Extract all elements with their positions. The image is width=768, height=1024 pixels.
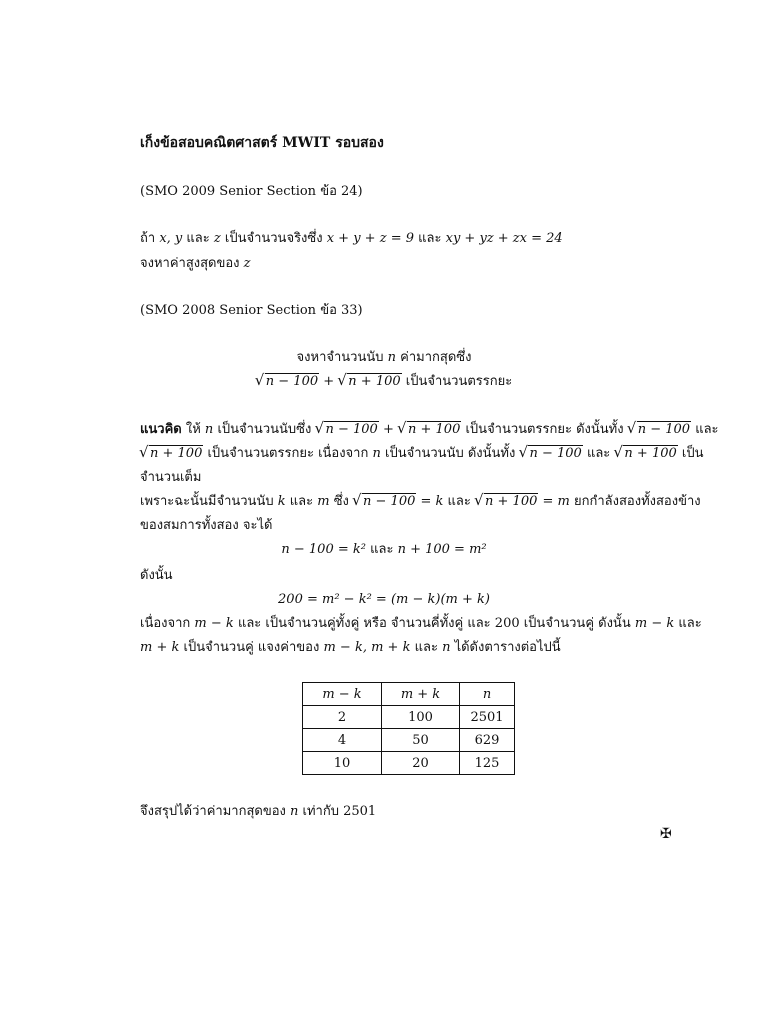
math-z: z xyxy=(213,231,221,246)
sqrt-expression xyxy=(256,372,319,392)
table-row xyxy=(303,752,515,775)
problem2-question-line2 xyxy=(0,372,768,392)
sqrt-expression xyxy=(353,492,416,512)
radicand: n − 100 xyxy=(529,446,582,461)
problem2-source: (SMO 2008 Senior Section ข้อ 33) xyxy=(140,303,363,318)
text: เป็นจำนวนตรรกยะ xyxy=(405,374,513,389)
solution-line7 xyxy=(140,638,561,658)
table-cell: 50 xyxy=(382,729,460,752)
text: จงหาค่าสูงสุดของ xyxy=(140,256,240,271)
math-expression: m + k xyxy=(140,640,180,655)
text: เป็นจำนวนตรรกยะ ดังนั้นทั้ง xyxy=(465,422,624,437)
equation-b xyxy=(0,590,768,610)
math-z: z xyxy=(243,256,251,271)
conclusion xyxy=(140,802,376,822)
text: เนื่องจาก xyxy=(140,616,191,631)
text: และ xyxy=(695,422,719,437)
math-n: n xyxy=(442,640,451,655)
plus-sign: + xyxy=(323,374,335,389)
table-header-cell: m + k xyxy=(382,683,460,706)
table-header-cell: m − k xyxy=(303,683,382,706)
sqrt-expression xyxy=(140,444,203,464)
sqrt-expression xyxy=(338,372,401,392)
values-table xyxy=(302,682,515,775)
solution-line5: ของสมการทั้งสอง จะได้ xyxy=(140,518,273,533)
radicand: n + 100 xyxy=(624,446,677,461)
math-k: k xyxy=(277,494,286,509)
math-n: n xyxy=(290,804,299,819)
math-equation: = k xyxy=(420,494,444,509)
radicand: n − 100 xyxy=(363,494,416,509)
sqrt-expression xyxy=(519,444,582,464)
solution-line6 xyxy=(140,614,702,634)
solution-line4 xyxy=(140,492,701,512)
radicand: n + 100 xyxy=(348,374,401,389)
text: ค่ามากสุดซึ่ง xyxy=(400,350,472,365)
text: ได้ดังตารางต่อไปนี้ xyxy=(454,640,561,655)
math-equation: n − 100 = k² xyxy=(281,542,366,557)
text: และ xyxy=(186,231,210,246)
math-expression: m − k xyxy=(634,616,675,631)
text: และ xyxy=(414,640,438,655)
radicand: n + 100 xyxy=(408,422,461,437)
table-cell: 20 xyxy=(382,752,460,775)
radicand: n + 100 xyxy=(150,446,203,461)
end-of-proof-icon: ✠ xyxy=(660,826,672,842)
math-n: n xyxy=(372,446,381,461)
table-cell: 4 xyxy=(303,729,382,752)
math-n: n xyxy=(204,422,214,437)
table-cell: 100 xyxy=(382,706,460,729)
text: จึงสรุปได้ว่าค่ามากสุดของ xyxy=(140,804,286,819)
text: ซึ่ง xyxy=(333,494,349,509)
text: เป็นจำนวนคู่ แจงค่าของ xyxy=(183,640,320,655)
text: และ xyxy=(370,542,394,557)
text: และ xyxy=(447,494,471,509)
radicand: n − 100 xyxy=(325,422,378,437)
sqrt-expression xyxy=(315,420,378,440)
math-equation: n + 100 = m² xyxy=(397,542,487,557)
text: จงหาจำนวนนับ xyxy=(296,350,384,365)
math-n: n xyxy=(387,350,397,365)
table-cell: 629 xyxy=(460,729,515,752)
sqrt-expression xyxy=(475,492,538,512)
math-equation: xy + yz + zx = 24 xyxy=(445,231,563,246)
solution-line1 xyxy=(140,420,719,440)
equation-a xyxy=(0,540,768,560)
text: ให้ xyxy=(185,422,201,437)
text: เป็นจำนวนนับ ดังนั้นทั้ง xyxy=(385,446,516,461)
table-cell: 2501 xyxy=(460,706,515,729)
math-equation: 200 = m² − k² = (m − k)(m + k) xyxy=(278,592,490,607)
text: และ เป็นจำนวนคู่ทั้งคู่ หรือ จำนวนคี่ทั้งคู่ และ 200 เป็นจำนวนคู่ ดังนั้น xyxy=(237,616,631,631)
text: เป็นจำนวนตรรกยะ เนื่องจาก xyxy=(207,446,369,461)
problem1-line1 xyxy=(140,229,563,249)
table-cell: 125 xyxy=(460,752,515,775)
table-header-cell: n xyxy=(460,683,515,706)
radicand: n − 100 xyxy=(265,374,319,389)
radicand: n − 100 xyxy=(637,422,691,437)
radicand: n + 100 xyxy=(485,494,538,509)
sqrt-expression xyxy=(398,420,461,440)
page-title: เก็งข้อสอบคณิตศาสตร์ MWIT รอบสอง xyxy=(140,135,384,151)
text: เท่ากับ 2501 xyxy=(302,804,377,819)
text: เป็น xyxy=(681,446,704,461)
problem1-source: (SMO 2009 Senior Section ข้อ 24) xyxy=(140,184,363,199)
text: และ xyxy=(586,446,611,461)
problem1-line2 xyxy=(140,254,251,274)
math-expression: m − k, m + k xyxy=(323,640,411,655)
therefore-text: ดังนั้น xyxy=(140,568,173,583)
solution-line3: จำนวนเต็ม xyxy=(140,470,202,485)
math-m: m xyxy=(317,494,330,509)
text: เพราะฉะนั้นมีจำนวนนับ xyxy=(140,494,274,509)
math-vars: x, y xyxy=(159,231,183,246)
math-equation: x + y + z = 9 xyxy=(326,231,414,246)
math-equation: = m xyxy=(542,494,570,509)
text: และ xyxy=(678,616,702,631)
sqrt-expression xyxy=(614,444,677,464)
table-cell: 2 xyxy=(303,706,382,729)
table-cell: 10 xyxy=(303,752,382,775)
text: ถ้า xyxy=(140,231,156,246)
problem2-question-line1 xyxy=(0,348,768,368)
sqrt-expression xyxy=(628,420,691,440)
text: เป็นจำนวนจริงซึ่ง xyxy=(224,231,323,246)
table-row xyxy=(303,706,515,729)
text: ยกกำลังสองทั้งสองข้าง xyxy=(574,494,701,509)
text: และ xyxy=(289,494,314,509)
math-expression: m − k xyxy=(194,616,234,631)
text: และ xyxy=(418,231,442,246)
text: เป็นจำนวนนับซึ่ง xyxy=(217,422,312,437)
table-row xyxy=(303,729,515,752)
solution-label: แนวคิด xyxy=(140,422,182,437)
plus-sign: + xyxy=(382,422,394,437)
solution-line2 xyxy=(140,444,704,464)
table-header-row xyxy=(303,683,515,706)
